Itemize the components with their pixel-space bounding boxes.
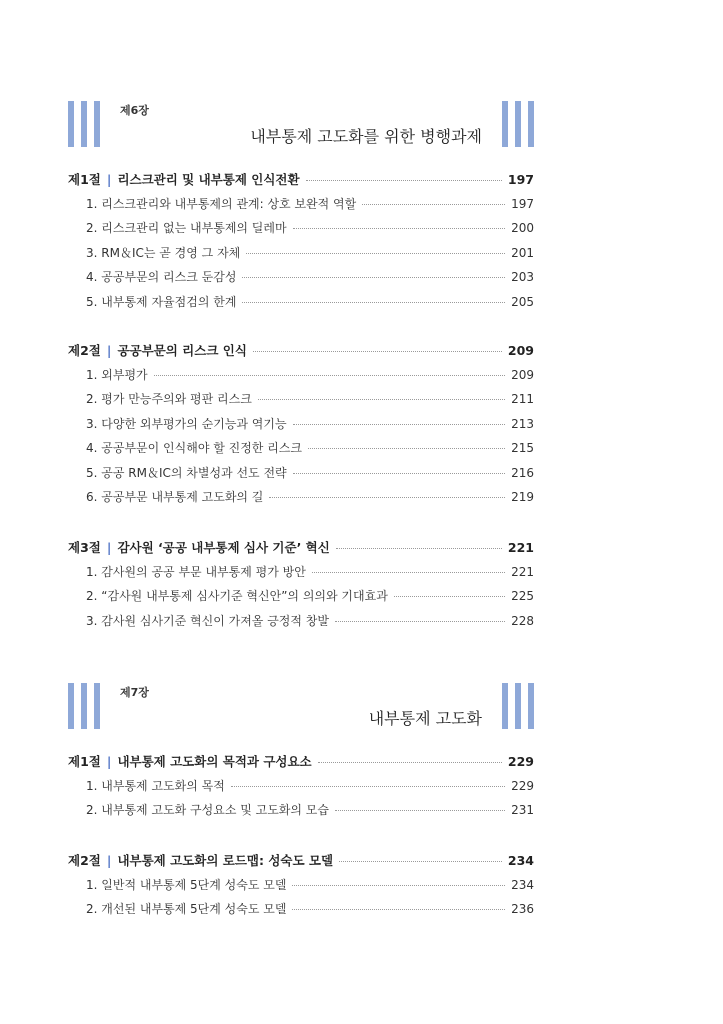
- dot-leader: [362, 204, 505, 205]
- toc-entry[interactable]: [68, 293, 534, 318]
- page-number: 197: [511, 196, 534, 211]
- page-number: 229: [507, 754, 534, 769]
- page-number: 221: [511, 564, 534, 579]
- section-title: [68, 170, 300, 188]
- toc-section: [68, 538, 534, 636]
- section-number: 제2절: [68, 853, 101, 868]
- decor-bar: [528, 683, 534, 729]
- entry-title: 3. 다양한 외부평가의 순기능과 역기능: [86, 416, 287, 431]
- toc-entry[interactable]: [68, 439, 534, 464]
- page-number: 225: [511, 589, 534, 603]
- section-number: 제1절: [68, 172, 101, 187]
- section-heading[interactable]: [68, 538, 534, 563]
- toc-entry[interactable]: [68, 587, 534, 612]
- page-number: 197: [507, 172, 534, 187]
- section-title: [68, 341, 247, 359]
- decor-bar: [502, 683, 508, 729]
- entry-title: 1. 리스크관리와 내부통제의 관계: 상호 보완적 역할: [86, 196, 357, 211]
- decor-bar: [94, 683, 100, 729]
- page-number: 200: [511, 221, 534, 235]
- toc-entry[interactable]: [68, 876, 534, 901]
- separator-bar: |: [106, 172, 112, 187]
- page-number: 216: [511, 465, 534, 480]
- entry-title: 4. 공공부문의 리스크 둔감성: [86, 270, 237, 284]
- page-number: 236: [511, 902, 534, 916]
- section-number: 제3절: [68, 540, 101, 555]
- page-number: 221: [507, 540, 534, 555]
- section-title-text: 내부통제 고도화의 로드맵: 성숙도 모델: [117, 853, 334, 868]
- section-title: [68, 752, 312, 770]
- separator-bar: |: [106, 540, 112, 555]
- dot-leader: [253, 351, 502, 352]
- section-title-text: 감사원 ‘공공 내부통제 심사 기준’ 혁신: [117, 540, 330, 555]
- entry-title: 6. 공공부문 내부통제 고도화의 길: [86, 490, 264, 504]
- decor-bar: [68, 101, 74, 147]
- dot-leader: [246, 253, 505, 254]
- page-number: 211: [511, 392, 534, 406]
- decor-bars-left: [68, 101, 100, 147]
- section-title-text: 리스크관리 및 내부통제 인식전환: [117, 172, 300, 187]
- entry-title: 2. 평가 만능주의와 평판 리스크: [86, 392, 252, 406]
- separator-bar: |: [106, 853, 112, 868]
- dot-leader: [231, 786, 505, 787]
- toc-entry[interactable]: [68, 488, 534, 513]
- toc-section: [68, 170, 534, 317]
- toc-entry[interactable]: [68, 219, 534, 244]
- dot-leader: [336, 548, 502, 549]
- dot-leader: [335, 621, 505, 622]
- dot-leader: [269, 497, 505, 498]
- page-number: 234: [507, 853, 534, 868]
- toc-section: [68, 341, 534, 513]
- section-heading[interactable]: [68, 752, 534, 777]
- entry-title: 2. 리스크관리 없는 내부통제의 딜레마: [86, 221, 287, 235]
- entry-title: 1. 감사원의 공공 부문 내부통제 평가 방안: [86, 564, 306, 579]
- dot-leader: [242, 302, 505, 303]
- decor-bar: [94, 101, 100, 147]
- chapter-number: 제7장: [120, 686, 149, 699]
- section-heading[interactable]: [68, 341, 534, 366]
- entry-title: 5. 공공 RM＆IC의 차별성과 선도 전략: [86, 465, 287, 480]
- toc-entry[interactable]: [68, 777, 534, 802]
- chapter-title: 내부통제 고도화: [368, 709, 482, 728]
- decor-bar: [515, 683, 521, 729]
- toc-entry[interactable]: [68, 900, 534, 925]
- decor-bar: [81, 101, 87, 147]
- section-title: [68, 851, 333, 869]
- toc-entry[interactable]: [68, 801, 534, 826]
- toc-entry[interactable]: [68, 244, 534, 269]
- page-number: 209: [511, 367, 534, 382]
- entry-title: 2. 개선된 내부통제 5단계 성숙도 모델: [86, 902, 287, 916]
- chapter-header: [68, 683, 534, 733]
- decor-bars-right: [502, 101, 534, 147]
- section-title-text: 공공부문의 리스크 인식: [117, 343, 247, 358]
- entry-title: 1. 외부평가: [86, 367, 148, 382]
- page-number: 203: [511, 270, 534, 284]
- dot-leader: [258, 399, 505, 400]
- section-number: 제2절: [68, 343, 101, 358]
- chapter-number: 제6장: [120, 104, 149, 117]
- entry-title: 3. RM＆IC는 곧 경영 그 자체: [86, 245, 241, 260]
- dot-leader: [339, 861, 502, 862]
- entry-title: 5. 내부통제 자율점검의 한계: [86, 294, 237, 309]
- dot-leader: [292, 909, 505, 910]
- dot-leader: [308, 448, 505, 449]
- dot-leader: [293, 228, 506, 229]
- dot-leader: [293, 473, 505, 474]
- page-number: 215: [511, 441, 534, 455]
- section-number: 제1절: [68, 754, 101, 769]
- page-number: 231: [511, 803, 534, 817]
- separator-bar: |: [106, 754, 112, 769]
- toc-entry[interactable]: [68, 415, 534, 440]
- decor-bar: [81, 683, 87, 729]
- page-number: 201: [511, 245, 534, 260]
- section-title-text: 내부통제 고도화의 목적과 구성요소: [117, 754, 312, 769]
- entry-title: 4. 공공부문이 인식해야 할 진정한 리스크: [86, 441, 302, 455]
- toc-section: [68, 752, 534, 826]
- entry-title: 2. 내부통제 고도화 구성요소 및 고도화의 모습: [86, 803, 329, 817]
- dot-leader: [318, 762, 502, 763]
- separator-bar: |: [106, 343, 112, 358]
- page-number: 228: [511, 613, 534, 628]
- section-title: [68, 538, 330, 556]
- page-number: 219: [511, 490, 534, 504]
- dot-leader: [154, 375, 505, 376]
- toc-entry[interactable]: [68, 612, 534, 637]
- dot-leader: [293, 424, 506, 425]
- toc-entry[interactable]: [68, 563, 534, 588]
- page-number: 205: [511, 294, 534, 309]
- chapter-header: [68, 101, 534, 151]
- decor-bar: [528, 101, 534, 147]
- dot-leader: [292, 885, 505, 886]
- decor-bars-left: [68, 683, 100, 729]
- decor-bar: [515, 101, 521, 147]
- decor-bar: [68, 683, 74, 729]
- toc-entry[interactable]: [68, 390, 534, 415]
- toc-entry[interactable]: [68, 195, 534, 220]
- dot-leader: [335, 810, 505, 811]
- page-number: 229: [511, 778, 534, 793]
- entry-title: 3. 감사원 심사기준 혁신이 가져올 긍정적 창발: [86, 613, 329, 628]
- dot-leader: [306, 180, 502, 181]
- section-heading[interactable]: [68, 170, 534, 195]
- page-number: 209: [507, 343, 534, 358]
- page-number: 234: [511, 877, 534, 892]
- section-heading[interactable]: [68, 851, 534, 876]
- entry-title: 2. “감사원 내부통제 심사기준 혁신안”의 의의와 기대효과: [86, 589, 388, 603]
- toc-section: [68, 851, 534, 925]
- page-number: 213: [511, 416, 534, 431]
- dot-leader: [394, 596, 505, 597]
- toc-entry[interactable]: [68, 268, 534, 293]
- decor-bars-right: [502, 683, 534, 729]
- entry-title: 1. 내부통제 고도화의 목적: [86, 778, 225, 793]
- toc-entry[interactable]: [68, 464, 534, 489]
- dot-leader: [242, 277, 505, 278]
- decor-bar: [502, 101, 508, 147]
- chapter-title: 내부통제 고도화를 위한 병행과제: [250, 127, 482, 146]
- toc-entry[interactable]: [68, 366, 534, 391]
- entry-title: 1. 일반적 내부통제 5단계 성숙도 모델: [86, 877, 287, 892]
- dot-leader: [312, 572, 505, 573]
